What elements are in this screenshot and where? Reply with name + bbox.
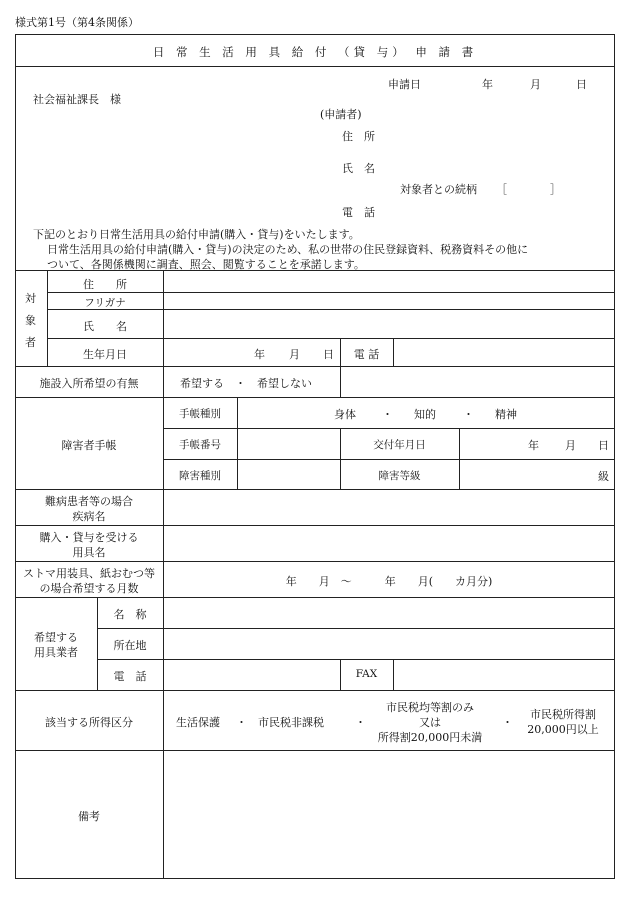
handbook-type-mental[interactable]: 精神 [495, 408, 517, 421]
handbook-number-field[interactable] [238, 429, 340, 459]
handbook-type-dot-1: ・ [382, 408, 393, 421]
income-option-income-line-2[interactable]: 20,000円以上 [527, 723, 599, 736]
statement-line-2: 日常生活用具の給付申請(購入・貸与)の決定のため、私の世帯の住民登録資料、税務資料その他に [47, 243, 529, 256]
handbook-type-label: 手帳種別 [179, 408, 221, 420]
vendor-location-field[interactable] [164, 629, 614, 659]
income-dot-1: ・ [236, 716, 247, 729]
remarks-label: 備考 [78, 810, 100, 823]
relationship-bracket-close: ］ [550, 183, 561, 196]
disease-name-field[interactable] [164, 490, 614, 525]
disability-type-field[interactable] [238, 460, 340, 489]
vendor-label-line-1: 希望する [34, 631, 78, 644]
vendor-phone-field[interactable] [164, 660, 340, 690]
income-option-welfare[interactable]: 生活保護 [176, 716, 220, 729]
income-dot-2: ・ [355, 716, 366, 729]
subject-birthdate-field[interactable] [164, 339, 340, 366]
applicant-phone-label: 電 話 [342, 206, 375, 219]
applicant-name-field[interactable] [385, 156, 605, 176]
stoma-label-line-1: ストマ用装具、紙おむつ等 [23, 567, 155, 580]
relationship-bracket-open: ［ [496, 183, 507, 196]
intractable-label-line-1: 難病患者等の場合 [45, 495, 133, 508]
handbook-issue-date-label: 交付年月日 [373, 439, 426, 451]
issue-date-day-unit: 日 [598, 439, 609, 452]
disability-grade-field[interactable] [460, 460, 614, 489]
vendor-location-label: 所在地 [113, 639, 147, 652]
applicant-address-field[interactable] [385, 124, 605, 144]
form-number: 様式第1号（第4条関係） [15, 16, 139, 29]
disability-grade-unit: 級 [598, 470, 609, 483]
subject-phone-label: 電 話 [353, 348, 380, 361]
stoma-label-line-2: の場合希望する月数 [39, 582, 139, 595]
facility-options[interactable]: 希望する ・ 希望しない [180, 377, 312, 390]
handbook-type-intellectual[interactable]: 知的 [414, 408, 436, 421]
handbook-label: 障害者手帳 [61, 439, 117, 452]
subject-label-char-1: 対 [25, 292, 36, 305]
facility-label: 施設入所希望の有無 [39, 377, 139, 390]
vendor-fax-field[interactable] [394, 660, 614, 690]
statement-line-3: ついて、各関係機関に調査、照会、閲覧することを承諾します。 [47, 258, 365, 271]
handbook-type-dot-2: ・ [463, 408, 474, 421]
vendor-fax-label: FAX [355, 668, 378, 680]
form-title: 日 常 生 活 用 具 給 付 （貸 与） 申 請 書 [152, 45, 478, 59]
remarks-field[interactable] [164, 751, 614, 878]
application-date-month-unit: 月 [530, 78, 541, 91]
vendor-phone-label: 電 話 [113, 670, 147, 683]
handbook-type-physical[interactable]: 身体 [334, 408, 356, 421]
application-date-day-unit: 日 [576, 78, 587, 91]
addressee: 社会福祉課長 様 [33, 93, 121, 106]
income-label: 該当する所得区分 [45, 716, 133, 729]
issue-date-month-unit: 月 [565, 439, 576, 452]
equipment-label-line-2: 用具名 [72, 546, 106, 559]
vendor-label-line-2: 用具業者 [34, 646, 78, 659]
disability-grade-label: 障害等級 [378, 470, 421, 482]
income-option-income-line-1[interactable]: 市民税所得割 [530, 708, 596, 721]
income-dot-3: ・ [502, 716, 513, 729]
stoma-period[interactable]: 年 月 ～ 年 月( カ月分) [285, 575, 493, 588]
income-option-nontax[interactable]: 市民税非課税 [258, 716, 324, 729]
subject-address-label: 住 所 [83, 278, 127, 291]
birthdate-day-unit: 日 [323, 348, 334, 361]
subject-name-label: 氏 名 [83, 320, 127, 333]
equipment-name-field[interactable] [164, 526, 614, 561]
applicant-address-label: 住 所 [342, 130, 375, 143]
relationship-label: 対象者との続柄 [400, 183, 477, 196]
subject-label-char-2: 象 [25, 314, 36, 327]
intractable-label-line-2: 疾病名 [72, 510, 106, 523]
application-date-year-field[interactable] [424, 73, 474, 91]
application-date-label: 申請日 [388, 78, 421, 91]
vendor-name-label: 名 称 [113, 608, 147, 621]
subject-phone-field[interactable] [394, 339, 614, 366]
applicant-name-label: 氏 名 [342, 162, 375, 175]
statement-line-1: 下記のとおり日常生活用具の給付申請(購入・貸与)をいたします。 [33, 228, 360, 241]
subject-furigana-label: フリガナ [84, 297, 126, 309]
applicant-label: (申請者) [320, 108, 362, 121]
application-date-year-unit: 年 [482, 78, 493, 91]
income-option-equal-line-1[interactable]: 市民税均等割のみ [386, 701, 474, 714]
birthdate-year-unit: 年 [254, 348, 265, 361]
disability-type-label: 障害種別 [179, 470, 221, 482]
income-option-equal-line-2[interactable]: 又は [419, 716, 441, 729]
handbook-number-label: 手帳番号 [179, 439, 221, 451]
application-date-day-field[interactable] [544, 73, 574, 91]
subject-name-field[interactable] [164, 310, 614, 338]
birthdate-month-unit: 月 [289, 348, 300, 361]
income-option-equal-line-3[interactable]: 所得割20,000円未満 [377, 731, 483, 744]
subject-address-field[interactable] [164, 271, 614, 292]
subject-birthdate-label: 生年月日 [83, 348, 127, 361]
subject-furigana-field[interactable] [164, 293, 614, 309]
subject-label-char-3: 者 [25, 336, 36, 349]
equipment-label-line-1: 購入・貸与を受ける [39, 531, 139, 544]
application-date-month-field[interactable] [496, 73, 530, 91]
issue-date-year-unit: 年 [528, 439, 539, 452]
applicant-phone-field[interactable] [385, 200, 605, 220]
vendor-name-field[interactable] [164, 598, 614, 628]
relationship-field[interactable] [508, 178, 548, 196]
